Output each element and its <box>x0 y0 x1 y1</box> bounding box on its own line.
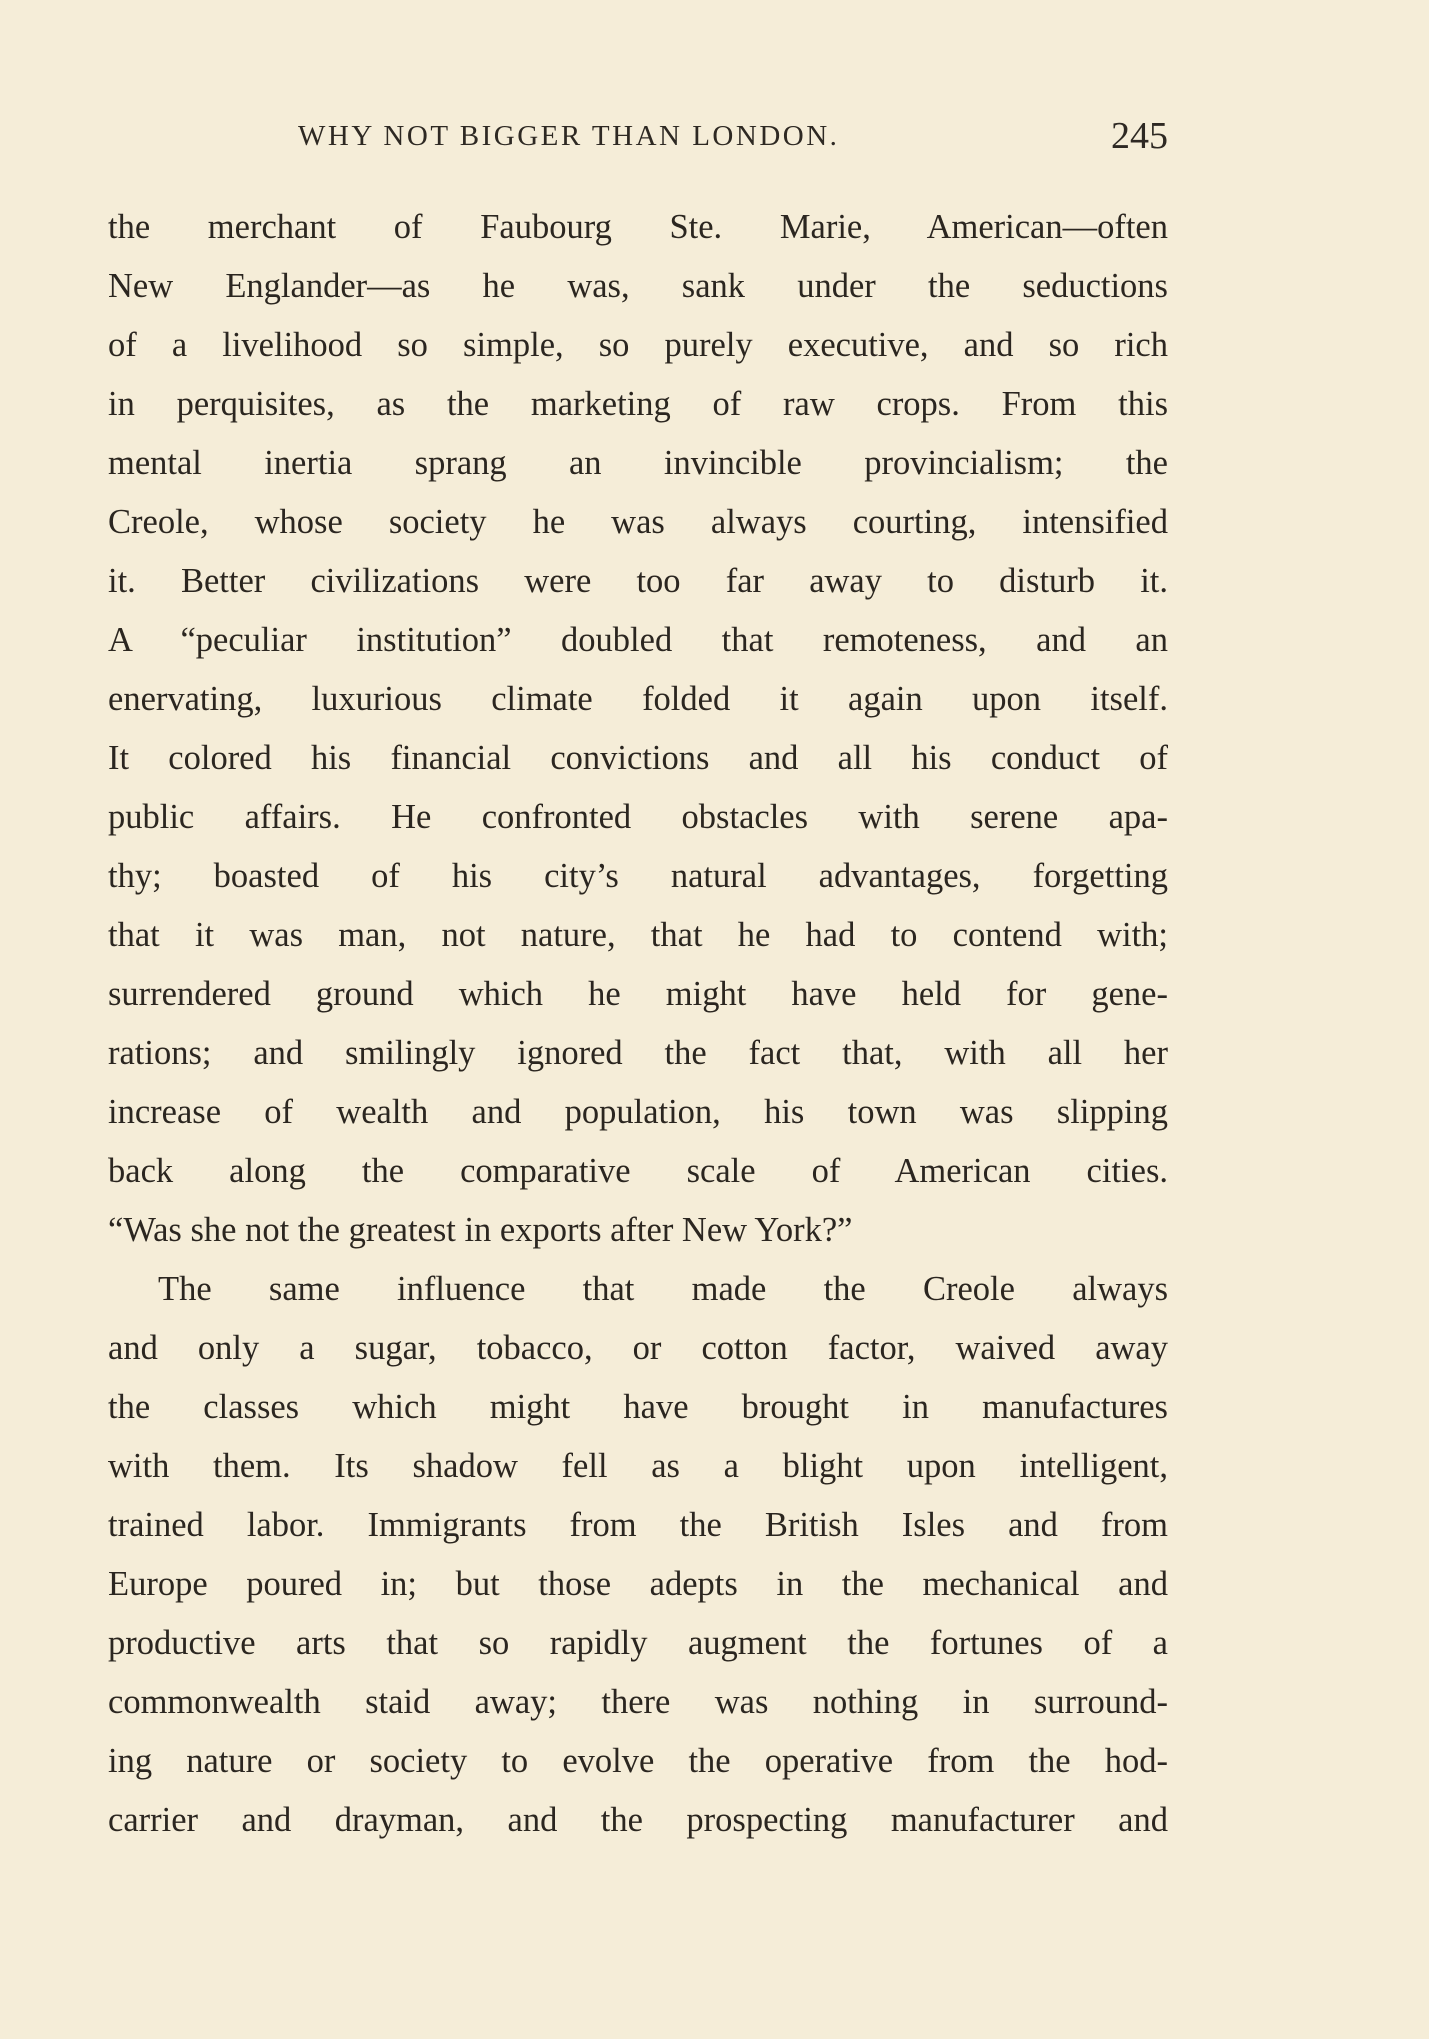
text-line: that it was man, not nature, that he had to contend with; <box>108 916 1168 954</box>
text-line: ing nature or society to evolve the operative from the hod- <box>108 1742 1168 1780</box>
text-line: commonwealth staid away; there was nothing in surround- <box>108 1683 1168 1721</box>
page-header <box>108 115 1168 168</box>
text-line: trained labor. Immigrants from the British Isles and from <box>108 1506 1168 1544</box>
page-number: 245 <box>1111 115 1168 157</box>
text-line: in perquisites, as the marketing of raw crops. From this <box>108 385 1168 423</box>
text-line: increase of wealth and population, his town was slipping <box>108 1093 1168 1131</box>
text-line: with them. Its shadow fell as a blight upon intelligent, <box>108 1447 1168 1485</box>
text-line: New Englander—as he was, sank under the seductions <box>108 267 1168 305</box>
text-line: public affairs. He confronted obstacles with serene apa- <box>108 798 1168 836</box>
running-head: WHY NOT BIGGER THAN LONDON. <box>298 120 840 152</box>
body-text <box>108 198 1168 1850</box>
text-line: enervating, luxurious climate folded it again upon itself. <box>108 680 1168 718</box>
text-line: rations; and smilingly ignored the fact that, with all her <box>108 1034 1168 1072</box>
text-line: thy; boasted of his city’s natural advantages, forgetting <box>108 857 1168 895</box>
text-line: of a livelihood so simple, so purely executive, and so rich <box>108 326 1168 364</box>
text-line: and only a sugar, tobacco, or cotton factor, waived away <box>108 1329 1168 1367</box>
text-line: mental inertia sprang an invincible provincialism; the <box>108 444 1168 482</box>
text-line: It colored his financial convictions and all his conduct of <box>108 739 1168 777</box>
text-line: carrier and drayman, and the prospecting manufacturer and <box>108 1801 1168 1839</box>
text-line: A “peculiar institution” doubled that remoteness, and an <box>108 621 1168 659</box>
text-line: surrendered ground which he might have held for gene- <box>108 975 1168 1013</box>
text-line: Creole, whose society he was always courting, intensified <box>108 503 1168 541</box>
text-line: the merchant of Faubourg Ste. Marie, American—often <box>108 208 1168 246</box>
text-line: it. Better civilizations were too far away to disturb it. <box>108 562 1168 600</box>
text-line: back along the comparative scale of American cities. <box>108 1152 1168 1190</box>
text-line: “Was she not the greatest in exports after New York?” <box>108 1211 853 1249</box>
text-line: the classes which might have brought in manufactures <box>108 1388 1168 1426</box>
text-line: productive arts that so rapidly augment the fortunes of a <box>108 1624 1168 1662</box>
text-line: The same influence that made the Creole always <box>158 1270 1168 1308</box>
text-line: Europe poured in; but those adepts in the mechanical and <box>108 1565 1168 1603</box>
